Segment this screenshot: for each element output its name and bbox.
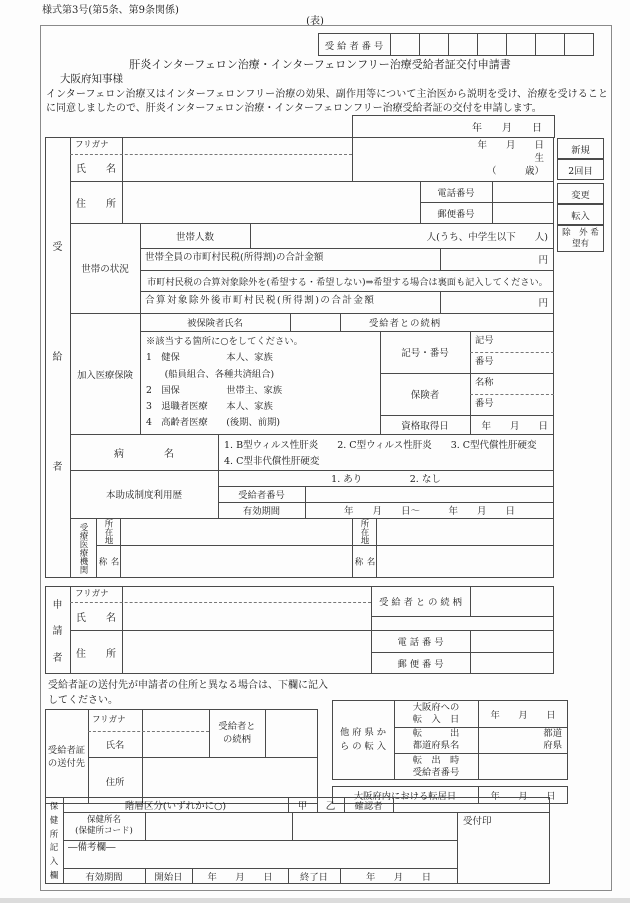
applicant-zip-input[interactable] bbox=[471, 653, 553, 673]
history-period-label: 有効期間 bbox=[242, 506, 281, 517]
insurance-opt-kenpo[interactable]: 1 健保 本人、家族 bbox=[146, 352, 273, 364]
qual-date-value[interactable]: 年 月 日 bbox=[481, 420, 548, 432]
applicant-address-label: 住 所 bbox=[76, 648, 116, 660]
insurance-opt-kenpo-sub: (船員組合、各種共済組合) bbox=[146, 368, 275, 380]
symbol-number-label: 記号・番号 bbox=[401, 348, 449, 359]
insured-name-input[interactable] bbox=[291, 314, 339, 330]
recipient-name-input[interactable] bbox=[123, 155, 351, 180]
institution2-addr-label: 所在地 bbox=[359, 518, 369, 545]
household-tax-total-unit[interactable]: 円 bbox=[538, 255, 548, 266]
household-members-value[interactable]: 人(うち、中学生以下 人) bbox=[426, 231, 548, 243]
insured-relation-input[interactable] bbox=[471, 314, 553, 330]
office-name-input[interactable] bbox=[146, 813, 291, 839]
status-option-transfer[interactable]: 転入 bbox=[557, 204, 604, 225]
insurance-opt-korei[interactable]: 4 高齢者医療 (後期、前期) bbox=[146, 417, 281, 429]
mailing-name-input[interactable] bbox=[143, 732, 208, 756]
institution1-name-label: 名 称 bbox=[97, 557, 119, 566]
insurance-note: ※該当する箇所に○をしてください。 bbox=[146, 336, 303, 347]
applicant-name-label: 氏 名 bbox=[76, 612, 116, 624]
recipient-zip-label: 郵便番号 bbox=[437, 208, 475, 220]
mailing-furigana-input[interactable] bbox=[143, 710, 208, 730]
recipient-furigana-input[interactable] bbox=[123, 138, 351, 153]
application-date: 年 月 日 bbox=[472, 123, 542, 134]
recipient-tel-label: 電話番号 bbox=[437, 187, 475, 199]
birth-born: 生 bbox=[534, 153, 544, 164]
mailing-label: 受給者証 の送付先 bbox=[47, 744, 86, 769]
institution1-name-input[interactable] bbox=[121, 546, 351, 577]
birth-ymd: 年 月 日 bbox=[477, 140, 544, 151]
symbol-label: 記号 bbox=[475, 335, 494, 346]
recipient-section-label: 受 給 者 bbox=[52, 241, 63, 473]
history-label: 本助成制度利用歴 bbox=[105, 490, 182, 501]
tier-option-otsu[interactable]: 乙 bbox=[325, 800, 336, 812]
birth-age: （ 歳） bbox=[486, 166, 544, 177]
remarks-label: ―備考欄― bbox=[68, 842, 116, 853]
remarks-input[interactable] bbox=[64, 854, 456, 867]
page-edge bbox=[0, 898, 630, 903]
institution1-addr-label: 所在地 bbox=[103, 518, 113, 545]
addressee: 大阪府知事様 bbox=[60, 73, 123, 85]
status-option-exclusion[interactable]: 除 外 希望有 bbox=[557, 225, 604, 252]
mailing-relation-input[interactable] bbox=[266, 710, 317, 756]
divider bbox=[140, 331, 554, 332]
receipt-stamp-label: 受付印 bbox=[463, 816, 492, 827]
applicant-address-input[interactable] bbox=[123, 631, 370, 673]
confirmer-input[interactable] bbox=[394, 798, 549, 811]
status-option-change[interactable]: 変更 bbox=[557, 183, 604, 204]
insured-name-label: 被保険者氏名 bbox=[187, 318, 243, 329]
history-no-input[interactable] bbox=[306, 487, 552, 501]
applicant-relation-input[interactable] bbox=[471, 587, 553, 615]
insurance-options[interactable] bbox=[146, 334, 303, 432]
relocation-label: 大阪府内における転居日 bbox=[353, 791, 457, 802]
institution1-addr-input[interactable] bbox=[121, 519, 351, 544]
transfer-pref-label: 転 出 都道府県名 bbox=[412, 728, 460, 751]
household-exclusion-note[interactable]: 市町村民税の合算対象除外を(希望する・希望しない)⇒希望する場合は裏面も記入してください。 bbox=[147, 276, 548, 288]
dotted-divider bbox=[470, 352, 554, 353]
recipient-number-input[interactable] bbox=[391, 34, 593, 55]
insurer-no-label: 番号 bbox=[475, 398, 494, 409]
disease-line1[interactable]: 1. B型ウィルス性肝炎 2. C型ウィルス性肝炎 3. C型代償性肝硬変 bbox=[224, 440, 537, 451]
applicant-zip-label: 郵 便 番 号 bbox=[397, 659, 444, 670]
transfer-in-label: 他 府 県 か ら の 転 入 bbox=[339, 727, 387, 752]
office-name-label: 保健所名 (保健所コード) bbox=[75, 814, 133, 836]
institution-label: 受療医療機関 bbox=[78, 522, 88, 574]
household-after-exclusion-label: 合算対象除外後市町村民税(所得割)の合計金額 bbox=[145, 295, 376, 306]
transfer-no-input[interactable] bbox=[479, 754, 567, 779]
disease-label: 病 名 bbox=[114, 448, 174, 460]
mailing-name-label: 氏名 bbox=[105, 740, 125, 751]
form-title: 肝炎インターフェロン治療・インターフェロンフリー治療受給者証交付申請書 bbox=[129, 58, 511, 71]
institution2-addr-input[interactable] bbox=[377, 519, 553, 544]
qual-date-label: 資格取得日 bbox=[401, 420, 449, 432]
receipt-stamp-area[interactable] bbox=[458, 828, 549, 883]
insurance-opt-kokuho[interactable]: 2 国保 世帯主、家族 bbox=[146, 384, 283, 396]
insurer-label: 保険者 bbox=[410, 390, 440, 401]
validity-period-label: 有効期間 bbox=[85, 872, 123, 883]
divider bbox=[371, 616, 554, 617]
number-label: 番号 bbox=[475, 356, 494, 367]
insurance-label: 加入医療保険 bbox=[77, 369, 133, 381]
recipient-number-label: 受 給 者 番 号 bbox=[324, 40, 384, 52]
status-option-second[interactable]: 2回目 bbox=[557, 159, 604, 180]
consent-text: インターフェロン治療又はインターフェロンフリー治療の効果、副作用等について主治医から説明を受け、治療を受けることに同意しましたので、肝炎インターフェロン治療・インターフェロンフリー治療受給者証の交付を申請します。 bbox=[46, 89, 608, 114]
end-date-label: 終了日 bbox=[300, 872, 328, 883]
sheet-side-label: (表) bbox=[306, 16, 324, 27]
recipient-zip-input[interactable] bbox=[493, 203, 553, 222]
transfer-no-label: 転 出 時 受給者番号 bbox=[412, 754, 460, 778]
history-no-label: 受給者番号 bbox=[238, 490, 285, 501]
recipient-address-input[interactable] bbox=[123, 182, 419, 222]
insurer-name-label: 名称 bbox=[475, 377, 494, 388]
health-center-section-label: 保 健 所 記 入 欄 bbox=[49, 801, 59, 882]
recipient-tel-input[interactable] bbox=[493, 182, 553, 201]
history-period-value[interactable]: 年 月 日～ 年 月 日 bbox=[343, 506, 515, 517]
dotted-divider bbox=[470, 394, 554, 395]
insurance-opt-taishoku[interactable]: 3 退職者医療 本人、家族 bbox=[146, 401, 273, 413]
transfer-date-value[interactable]: 年 月 日 bbox=[490, 709, 556, 721]
household-members-label: 世帯人数 bbox=[175, 231, 214, 243]
insured-relation-label: 受給者との続柄 bbox=[368, 318, 442, 329]
recipient-address-label: 住 所 bbox=[76, 198, 116, 210]
recipient-name-label: 氏 名 bbox=[76, 164, 116, 175]
divider bbox=[63, 840, 457, 841]
applicant-furigana-label: フリガナ bbox=[75, 589, 109, 599]
institution2-name-input[interactable] bbox=[377, 546, 553, 577]
relocation-value[interactable]: 年 月 日 bbox=[490, 791, 556, 802]
applicant-relation-label: 受 給 者 と の 続 柄 bbox=[379, 597, 462, 608]
household-tax-total-label: 世帯全員の市町村民税(所得割)の合計金額 bbox=[145, 252, 324, 263]
institution2-name-label: 名 称 bbox=[353, 557, 375, 566]
applicant-furigana-input[interactable] bbox=[123, 587, 370, 601]
applicant-section-label: 申 請 者 bbox=[52, 599, 63, 665]
end-date-value[interactable]: 年 月 日 bbox=[365, 872, 432, 883]
applicant-tel-label: 電 話 番 号 bbox=[397, 637, 444, 648]
transfer-date-label: 大阪府への 転 入 日 bbox=[412, 701, 460, 725]
mailing-addr-label: 住所 bbox=[105, 776, 125, 788]
household-after-exclusion-unit[interactable]: 円 bbox=[538, 298, 548, 309]
recipient-furigana-label: フリガナ bbox=[75, 140, 109, 150]
confirmer-label: 確認者 bbox=[354, 800, 383, 812]
mailing-relation-label: 受給者と の続柄 bbox=[218, 721, 256, 745]
household-label: 世帯の状況 bbox=[81, 264, 129, 275]
mailing-note: 受給者証の送付先が申請者の住所と異なる場合は、下欄に記入してください。 bbox=[48, 680, 328, 706]
tier-option-kou[interactable]: 甲 bbox=[297, 800, 308, 812]
disease-options[interactable] bbox=[224, 438, 537, 469]
transfer-pref-value[interactable]: 都道 府県 bbox=[543, 728, 562, 751]
mailing-furigana-label: フリガナ bbox=[92, 715, 126, 725]
applicant-name-input[interactable] bbox=[123, 603, 370, 629]
history-yn[interactable]: 1. あり 2. なし bbox=[331, 474, 441, 485]
recipient-birthdate-cell[interactable] bbox=[352, 139, 544, 181]
start-date-value[interactable]: 年 月 日 bbox=[207, 872, 273, 883]
form-number: 様式第3号(第5条、第9条関係) bbox=[42, 5, 179, 16]
office-extra-input[interactable] bbox=[293, 813, 456, 839]
status-option-new[interactable]: 新規 bbox=[557, 138, 604, 159]
tier-label: 階層区分(いずれかに○) bbox=[124, 800, 227, 812]
start-date-label: 開始日 bbox=[154, 872, 183, 883]
applicant-tel-input[interactable] bbox=[471, 631, 553, 651]
disease-line2[interactable]: 4. C型非代償性肝硬変 bbox=[224, 455, 320, 467]
